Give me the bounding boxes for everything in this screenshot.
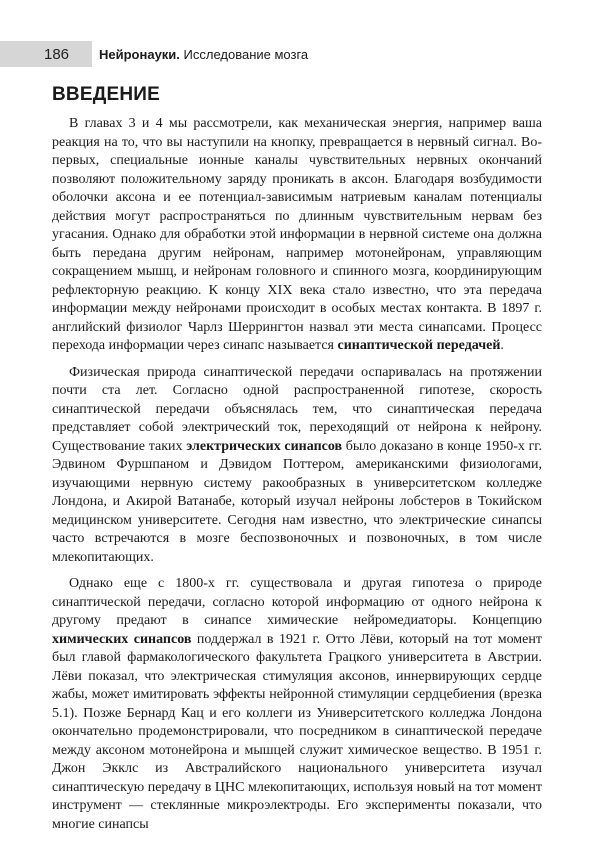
paragraph-2 — [52, 364, 542, 568]
term-electrical-synapses: электрических синапсов — [186, 438, 343, 454]
book-subtitle: Исследование мозга — [179, 46, 309, 62]
paragraph-1-text: В главах 3 и 4 мы рассмотрели, как механическая энергия, например ваша реакция на то, что вы наступили на кнопку, превращается в нервный сигнал. Во-первых, специальные ионные каналы чувствительных нервных окончаний позволяют положительному заряду проникать в аксон. Благодаря возбудимости оболочки аксона и ее потенциал-зависимым натриевым каналам потенциалы действия могут распространяться по длинным чувствительным нервам без угасания. Однако для обработки этой информации в нервной системе она должна быть передана другим нейронам, например мотонейронам, управляющим сокращением мышц, и нейронам головного и спинного мозга, координирующим рефлекторную реакцию. К концу XIX века стало известно, что эта передача информации между нейронами происходит в особых местах контакта. В 1897 г. английский физиолог Чарлз Шеррингтон назвал эти места синапсами. Процесс перехода информации через синапс называется — [52, 116, 542, 353]
page-number: 186 — [0, 41, 92, 67]
paragraph-1 — [52, 115, 542, 356]
section-title: ВВЕДЕНИЕ — [52, 84, 160, 105]
book-title: Нейронауки. — [99, 46, 180, 62]
running-head-title — [99, 47, 308, 62]
paragraph-3-text: Однако еще с 1800-х гг. существовала и другая гипотеза о природе синаптической передачи, согласно которой информацию от одного нейрона к другому предают в синапсе химические нейромедиаторы. Концепцию — [52, 576, 542, 628]
running-header — [0, 41, 600, 67]
term-synaptic-transmission: синаптической передачей — [337, 338, 501, 353]
term-chemical-synapses: химических синапсов — [52, 631, 192, 647]
body-text — [52, 115, 542, 842]
paragraph-3-end: поддержал в 1921 г. Отто Лёви, который на тот момент был главой фармакологического факультета Грацкого университета в Австрии. Лёви показал, что электрическая стимуляция аксонов, иннервирующих сердце жабы, может имитировать эффекты нейронной стимуляции сердцебиения (врезка 5.1). Позже Бернард Кац и его коллеги из Университетского колледжа Лондона окончательно продемонстрировали, что посредником в синаптической передаче между аксоном мотонейрона и мышцей служит химическое вещество. В 1951 г. Джон Экклс из Австралийского национального университета изучал синаптическую передачу в ЦНС млекопитающих, используя новый на тот момент инструмент — стеклянные микроэлектроды. Его эксперименты показали, что многие синапсы — [52, 631, 542, 832]
paragraph-2-text: Физическая природа синаптической передачи оспаривалась на протяжении почти ста лет. Согласно одной распространенной гипотезе, скорость синаптической передачи объяснялась тем, что синаптическая передача представляет собой электрический ток, переходящий от нейрона к нейрону. Существование таких — [52, 364, 542, 454]
paragraph-1-end: . — [500, 338, 504, 353]
paragraph-3 — [52, 575, 542, 834]
paragraph-2-end: было доказано в конце 1950-х гг. Эдвином Фуршпаном и Дэвидом Поттером, американскими физиологами, изучающими нервную систему ракообразных в университетском колледже Лондона, и Акирой Ватанабе, который изучал нейроны лобстеров в Токийском медицинском университете. Сегодня нам известно, что электрические синапсы часто встречаются в мозге беспозвоночных и позвоночных, в том числе млекопитающих. — [52, 438, 542, 565]
